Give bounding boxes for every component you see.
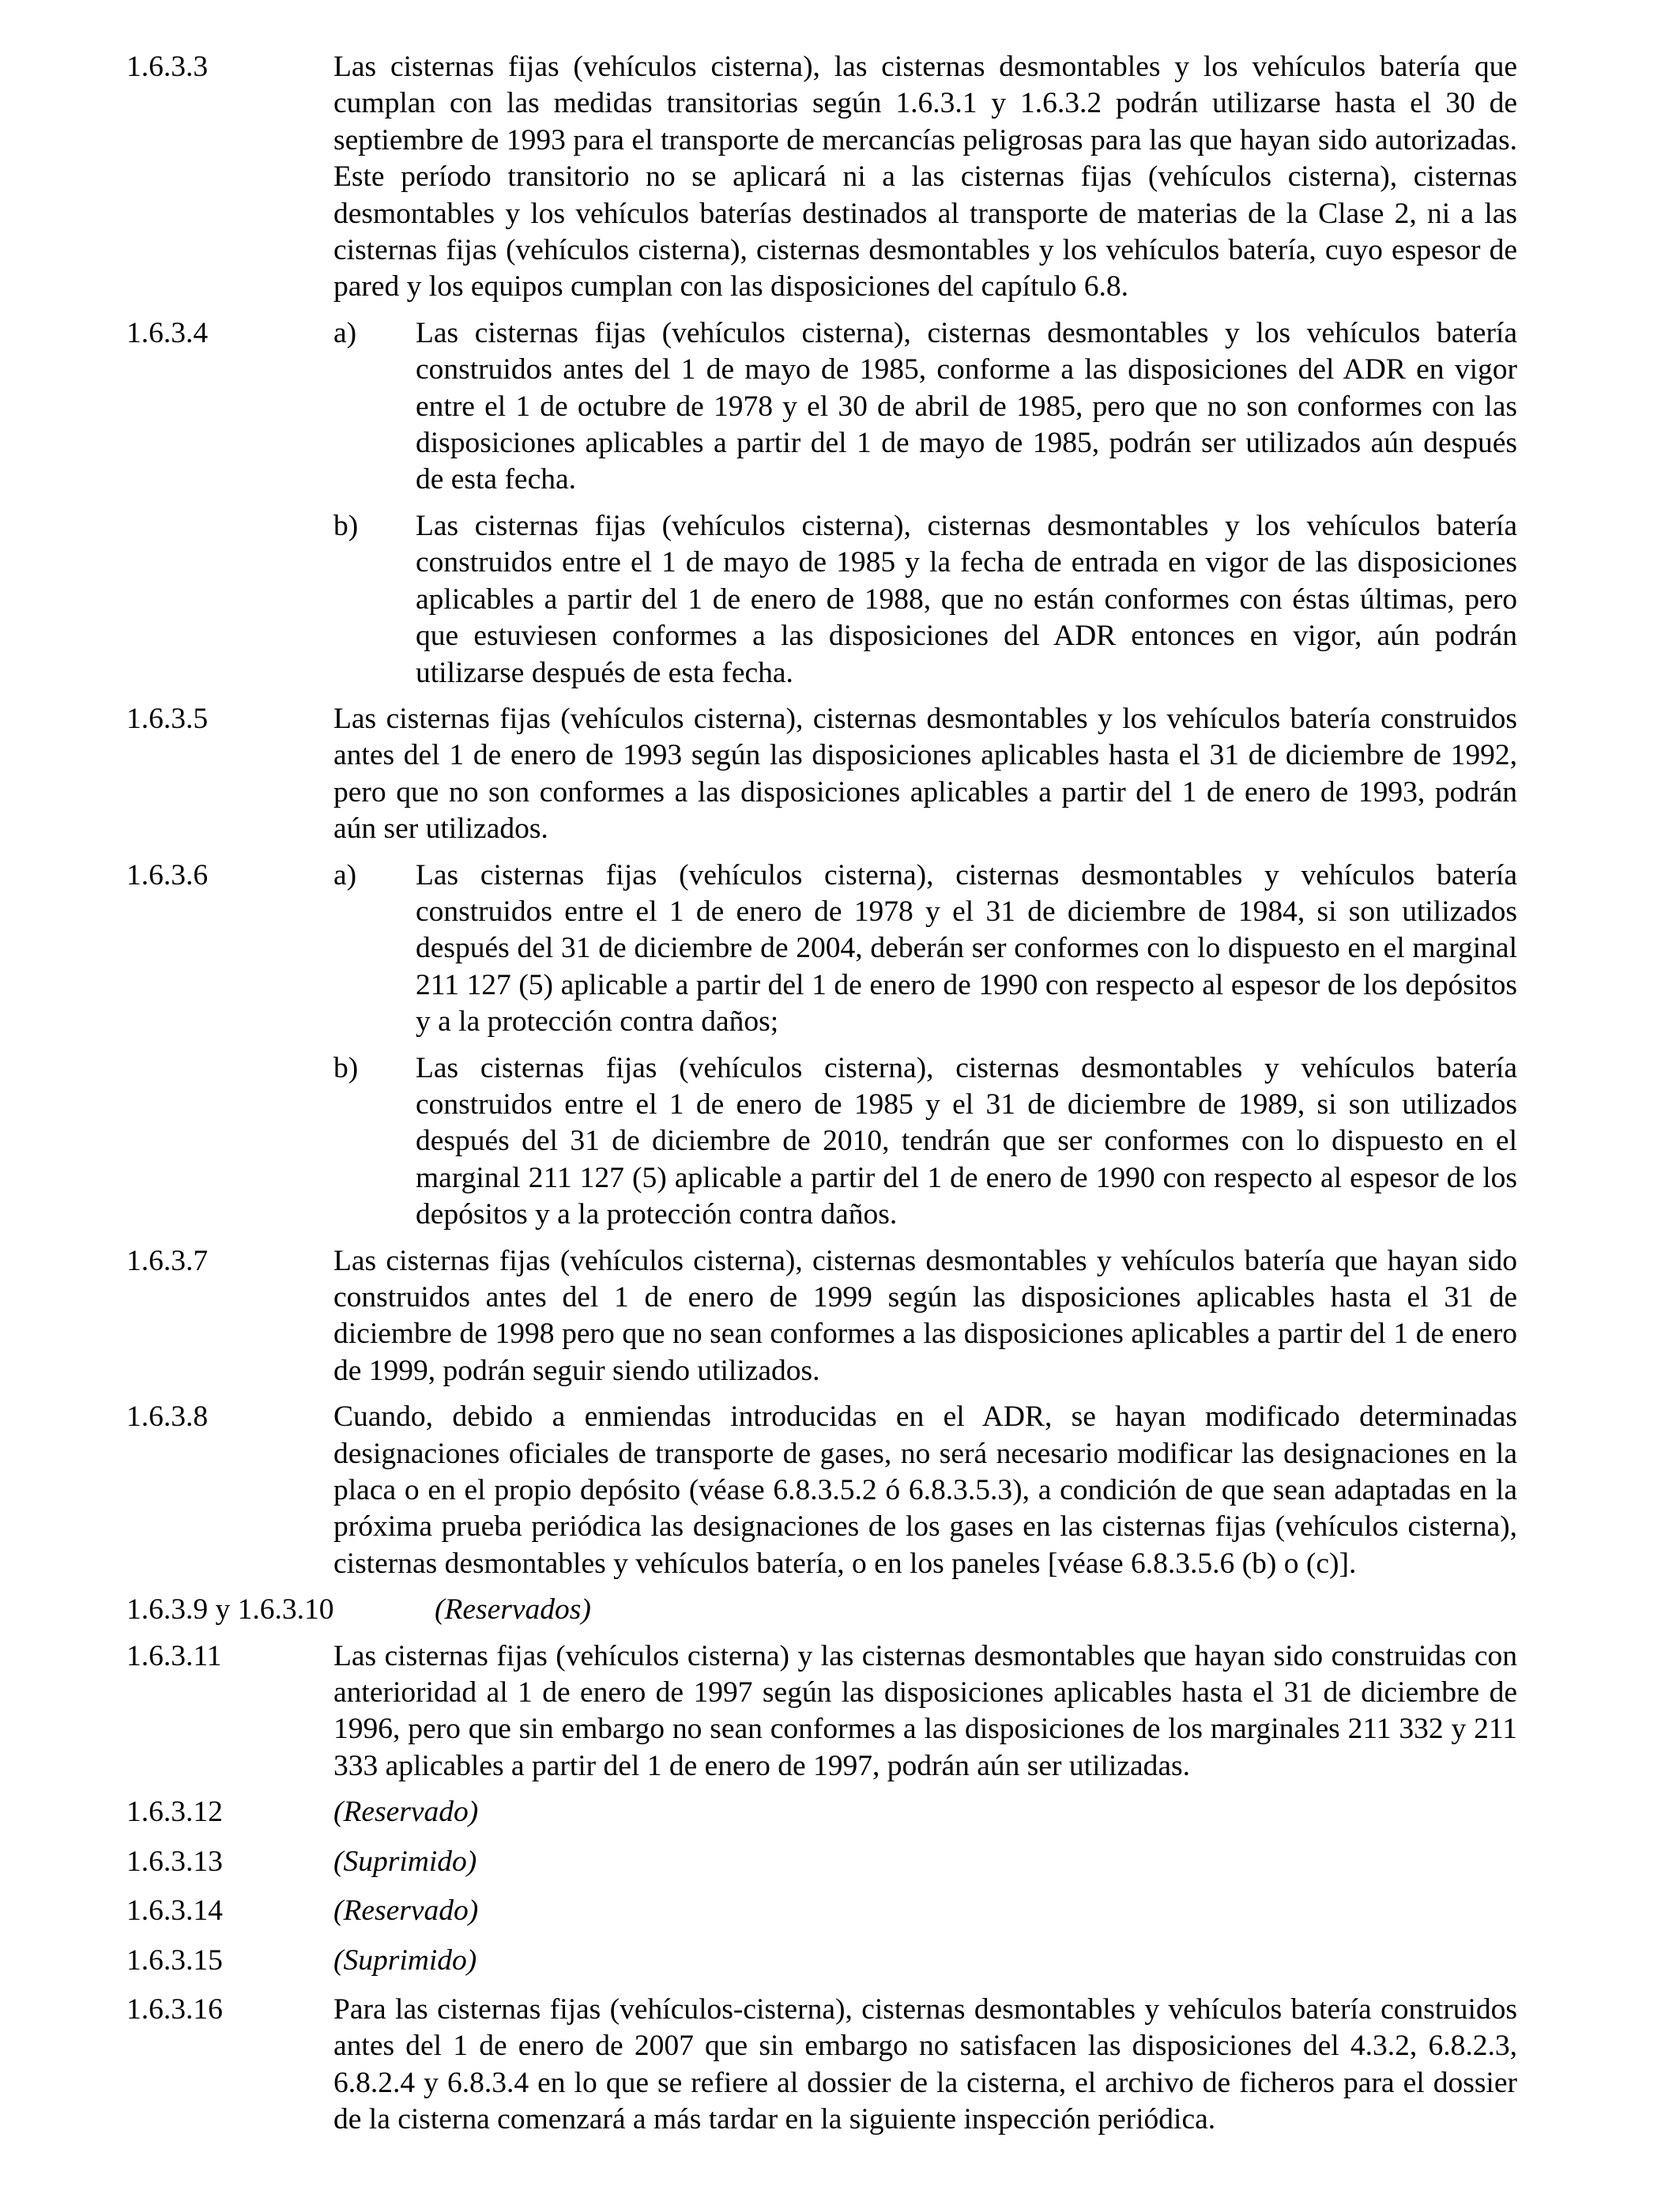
section-1-6-3-13 <box>126 1844 1517 1880</box>
section-1-6-3-11 <box>126 1638 1517 1785</box>
item-letter: b) <box>333 509 359 542</box>
section-number: 1.6.3.15 <box>126 1943 223 1977</box>
section-1-6-3-8 <box>126 1399 1517 1582</box>
document-page <box>126 49 1517 2148</box>
section-number: 1.6.3.4 <box>126 316 209 349</box>
section-1-6-3-14 <box>126 1893 1517 1929</box>
status-note: (Suprimido) <box>333 1943 477 1977</box>
section-1-6-3-7 <box>126 1243 1517 1390</box>
item-letter: a) <box>333 858 357 892</box>
section-1-6-3-3 <box>126 49 1517 306</box>
section-1-6-3-9-10 <box>126 1592 1517 1628</box>
section-text: Cuando, debido a enmiendas introducidas en el ADR, se hayan modificado determinadas designaciones oficiales de transporte de gases, no será necesario modificar las designaciones en la placa o en el propio depósito (véase 6.8.3.5.2 ó 6.8.3.5.3), a condición de que sean adaptadas en la próxima prueba periódica las designaciones de los gases en las cisternas fijas (vehículos cisterna), cisternas desmontables y vehículos batería, o en los paneles [véase 6.8.3.5.6 (b) o (c)]. <box>333 1400 1517 1580</box>
section-text: Las cisternas fijas (vehículos cisterna) y las cisternas desmontables que hayan sido construidas con anterioridad al 1 de enero de 1997 según las disposiciones aplicables hasta el 31 de diciembre de 1996, pero que sin embargo no sean conformes a las disposiciones de los marginales 211 332 y 211 333 aplicables a partir del 1 de enero de 1997, podrán aún ser utilizadas. <box>333 1639 1517 1782</box>
section-1-6-3-4 <box>126 315 1517 692</box>
list-item <box>126 858 1517 1041</box>
section-1-6-3-5 <box>126 701 1517 848</box>
section-number: 1.6.3.16 <box>126 1992 223 2026</box>
section-number: 1.6.3.7 <box>126 1244 209 1277</box>
section-1-6-3-6 <box>126 858 1517 1234</box>
status-note: (Suprimido) <box>333 1845 477 1878</box>
item-text: Las cisternas fijas (vehículos cisterna), cisternas desmontables y vehículos batería construidos entre el 1 de enero de 1985 y el 31 de diciembre de 1989, si son utilizados después del 31 de diciembre de 2010, tendrán que ser conformes con lo dispuesto en el marginal 211 127 (5) aplicable a partir del 1 de enero de 1990 con respecto al espesor de los depósitos y a la protección contra daños. <box>416 1051 1517 1231</box>
item-letter: a) <box>333 316 357 349</box>
section-text: Las cisternas fijas (vehículos cisterna), cisternas desmontables y vehículos batería que hayan sido construidos antes del 1 de enero de 1999 según las disposiciones aplicables hasta el 31 de diciembre de 1998 pero que no sean conformes a las disposiciones aplicables a partir del 1 de enero de 1999, podrán seguir siendo utilizados. <box>333 1244 1517 1387</box>
status-note: (Reservado) <box>333 1796 479 1829</box>
section-number: 1.6.3.14 <box>126 1894 223 1928</box>
list-item <box>126 508 1517 692</box>
section-1-6-3-15 <box>126 1943 1517 1979</box>
list-item <box>126 315 1517 499</box>
section-number: 1.6.3.8 <box>126 1400 209 1434</box>
section-1-6-3-12 <box>126 1794 1517 1830</box>
section-number: 1.6.3.6 <box>126 858 209 892</box>
list-item <box>126 1050 1517 1234</box>
section-text: Las cisternas fijas (vehículos cisterna), cisternas desmontables y los vehículos batería construidos antes del 1 de enero de 1993 según las disposiciones aplicables hasta el 31 de diciembre de 1992, pero que no son conformes a las disposiciones aplicables a partir del 1 de enero de 1993, podrán aún ser utilizados. <box>333 702 1517 846</box>
item-letter: b) <box>333 1051 359 1084</box>
section-number: 1.6.3.3 <box>126 51 209 83</box>
status-note: (Reservado) <box>333 1894 479 1928</box>
section-text: Las cisternas fijas (vehículos cisterna), las cisternas desmontables y los vehículos batería que cumplan con las medidas transitorias según 1.6.3.1 y 1.6.3.2 podrán utilizarse hasta el 30 de septiembre de 1993 para el transporte de mercancías peligrosas para las que hayan sido autorizadas. Este período transitorio no se aplicará ni a las cisternas fijas (vehículos cisterna), cisternas desmontables y los vehículos baterías destinados al transporte de materias de la Clase 2, ni a las cisternas fijas (vehículos cisterna), cisternas desmontables y los vehículos batería, cuyo espesor de pared y los equipos cumplan con las disposiciones del capítulo 6.8. <box>333 51 1517 303</box>
section-number: 1.6.3.13 <box>126 1845 223 1878</box>
reserved-note: (Reservados) <box>435 1593 591 1627</box>
section-number: 1.6.3.12 <box>126 1796 223 1829</box>
section-number: 1.6.3.11 <box>126 1639 222 1672</box>
section-1-6-3-16 <box>126 1992 1517 2139</box>
item-text: Las cisternas fijas (vehículos cisterna), cisternas desmontables y vehículos batería construidos entre el 1 de enero de 1978 y el 31 de diciembre de 1984, si son utilizados después del 31 de diciembre de 2004, deberán ser conformes con lo dispuesto en el marginal 211 127 (5) aplicable a partir del 1 de enero de 1990 con respecto al espesor de los depósitos y a la protección contra daños; <box>416 858 1517 1039</box>
section-number: 1.6.3.5 <box>126 702 209 735</box>
item-text: Las cisternas fijas (vehículos cisterna), cisternas desmontables y los vehículos batería construidos antes del 1 de mayo de 1985, conforme a las disposiciones del ADR en vigor entre el 1 de octubre de 1978 y el 30 de abril de 1985, pero que no son conformes con las disposiciones aplicables a partir del 1 de mayo de 1985, podrán ser utilizados aún después de esta fecha. <box>416 316 1517 496</box>
section-number: 1.6.3.9 y 1.6.3.10 <box>126 1593 334 1627</box>
item-text: Las cisternas fijas (vehículos cisterna), cisternas desmontables y los vehículos batería construidos entre el 1 de mayo de 1985 y la fecha de entrada en vigor de las disposiciones aplicables a partir del 1 de enero de 1988, que no están conformes con éstas últimas, pero que estuviesen conformes a las disposiciones del ADR entonces en vigor, aún podrán utilizarse después de esta fecha. <box>416 509 1517 689</box>
section-text: Para las cisternas fijas (vehículos-cisterna), cisternas desmontables y vehículos batería construidos antes del 1 de enero de 2007 que sin embargo no satisfacen las disposiciones del 4.3.2, 6.8.2.3, 6.8.2.4 y 6.8.3.4 en lo que se refiere al dossier de la cisterna, el archivo de ficheros para el dossier de la cisterna comenzará a más tardar en la siguiente inspección periódica. <box>333 1992 1517 2136</box>
